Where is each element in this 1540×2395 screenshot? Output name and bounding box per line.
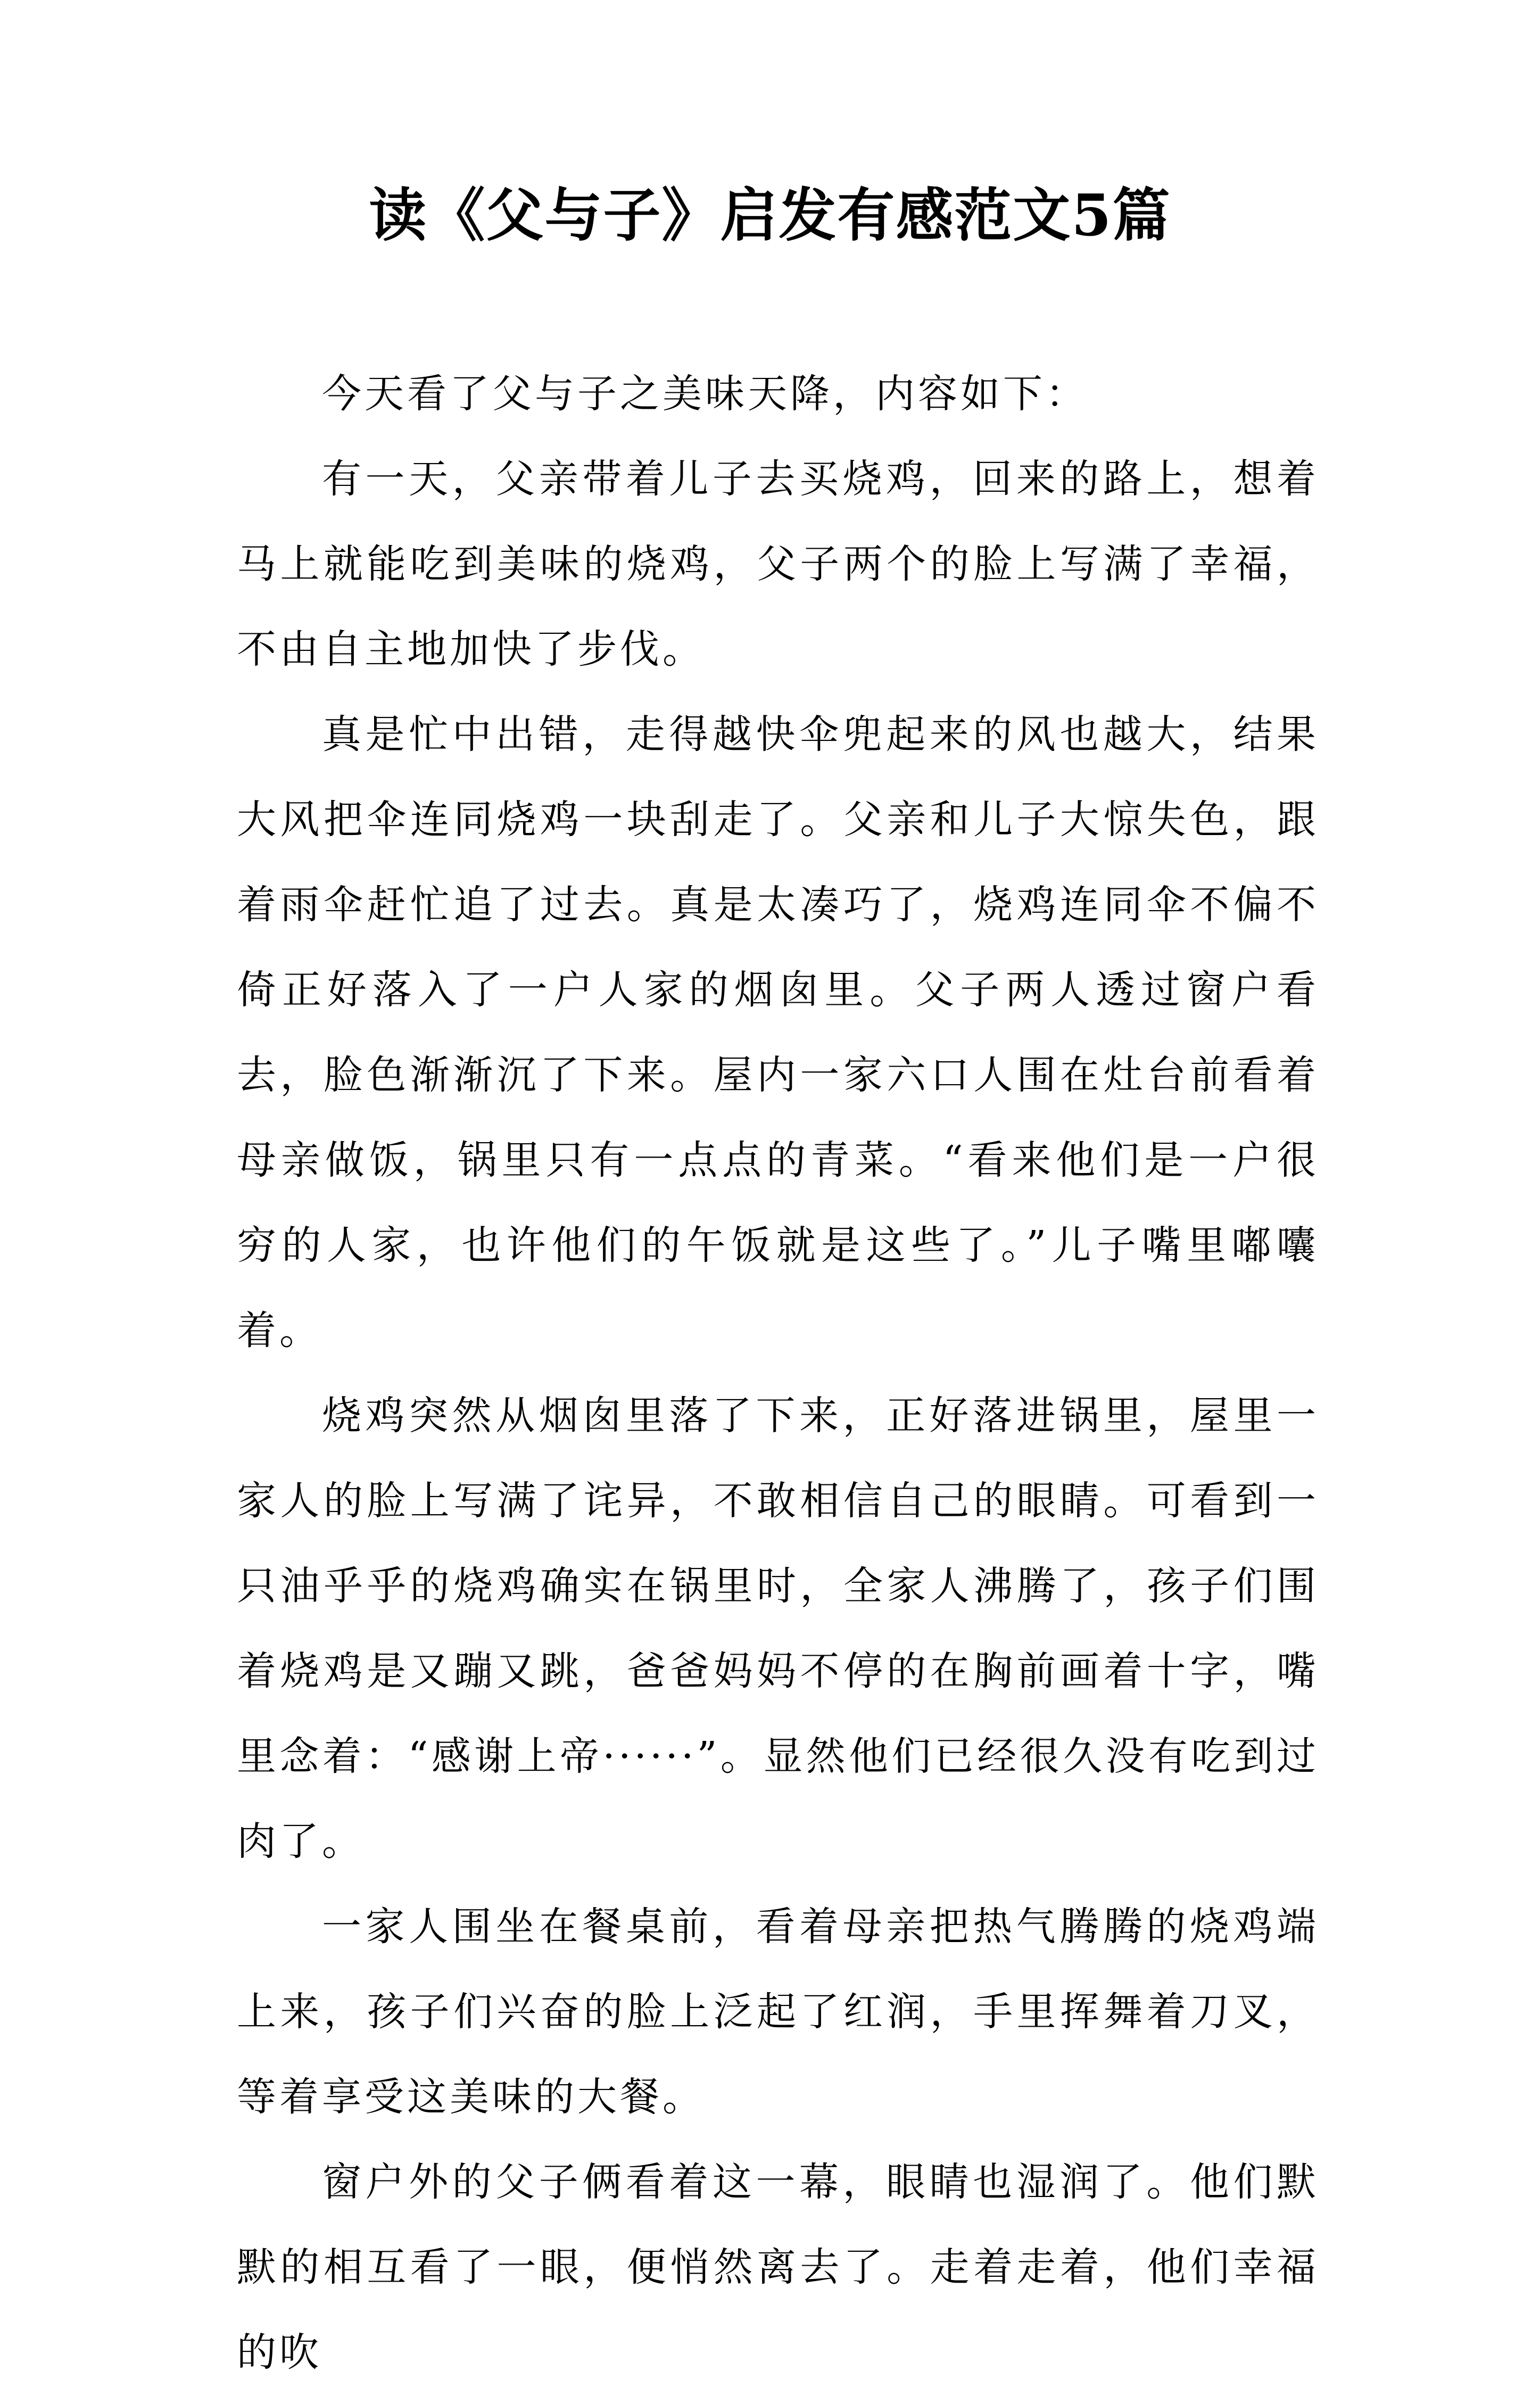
paragraph: 烧鸡突然从烟囱里落了下来，正好落进锅里，屋里一家人的脸上写满了诧异，不敢相信自己的眼睛。可看到一只油乎乎的烧鸡确实在锅里时，全家人沸腾了，孩子们围着烧鸡是又蹦又跳，爸爸妈妈不停的在胸前画着十字，嘴里念着：“感谢上帝······”。显然他们已经很久没有吃到过肉了。 bbox=[237, 1393, 1319, 1864]
paragraph: 窗户外的父子俩看着这一幕，眼睛也湿润了。他们默默的相互看了一眼，便悄然离去了。走着走着，他们幸福的吹 bbox=[237, 2159, 1319, 2375]
document-title: 读《父与子》启发有感范文5篇 bbox=[369, 182, 1171, 249]
paragraph: 真是忙中出错，走得越快伞兜起来的风也越大，结果大风把伞连同烧鸡一块刮走了。父亲和儿子大惊失色，跟着雨伞赶忙追了过去。真是太凑巧了，烧鸡连同伞不偏不倚正好落入了一户人家的烟囱里。父子两人透过窗户看去，脸色渐渐沉了下来。屋内一家六口人围在灶台前看着母亲做饭，锅里只有一点点的青菜。“看来他们是一户很穷的人家，也许他们的午饭就是这些了。”儿子嘴里嘟囔着。 bbox=[237, 712, 1319, 1353]
paragraph: 有一天，父亲带着儿子去买烧鸡，回来的路上，想着马上就能吃到美味的烧鸡，父子两个的脸上写满了幸福，不由自主地加快了步伐。 bbox=[237, 456, 1319, 672]
paragraph: 今天看了父与子之美味天降，内容如下： bbox=[322, 371, 1088, 417]
paragraph: 一家人围坐在餐桌前，看着母亲把热气腾腾的烧鸡端上来，孩子们兴奋的脸上泛起了红润，手里挥舞着刀叉，等着享受这美味的大餐。 bbox=[237, 1904, 1319, 2120]
document-body bbox=[237, 351, 1319, 2395]
